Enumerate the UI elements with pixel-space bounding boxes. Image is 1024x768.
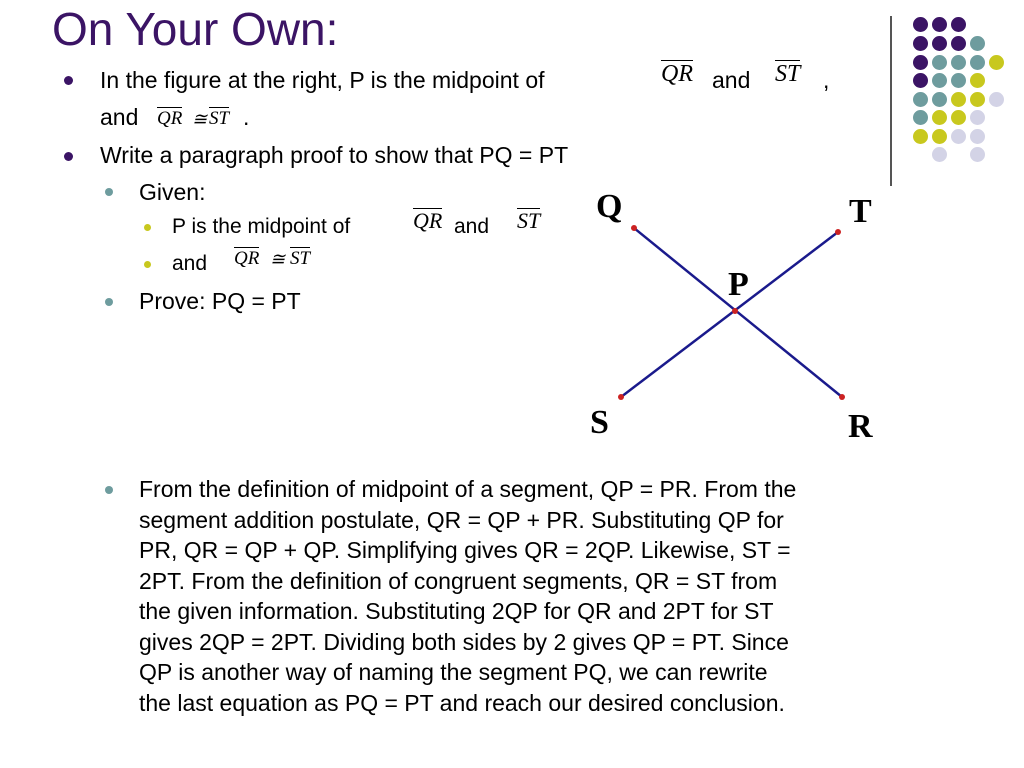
segment-st — [621, 232, 838, 397]
label-t: T — [849, 193, 872, 230]
congruent-symbol: ≅ — [192, 109, 208, 129]
bullet-icon — [105, 486, 113, 494]
segment-st-overline: ST — [775, 61, 801, 87]
bullet1-line2-and: and — [100, 104, 139, 130]
given-item1-seg-st: ST — [517, 208, 541, 233]
point-p — [732, 308, 738, 314]
proof-line: PR, QR = QP + QP. Simplifying gives QR = 2QP. Likewise, ST = — [139, 537, 791, 563]
bullet1-period: . — [243, 104, 250, 130]
given-item2-right: ST — [290, 248, 311, 269]
segment-qr-overline: QR — [661, 61, 693, 87]
bullet1-and: and — [712, 67, 751, 93]
point-q — [631, 225, 637, 231]
label-p: P — [728, 266, 749, 303]
point-r — [839, 394, 845, 400]
bullet1-line1: In the figure at the right, P is the midpoint of — [100, 67, 545, 93]
label-r: R — [848, 408, 873, 445]
label-s: S — [590, 404, 609, 441]
bullet1-comma: , — [823, 67, 830, 93]
bullet2-text: Write a paragraph proof to show that PQ = PT — [100, 142, 569, 168]
proof-line: segment addition postulate, QR = QP + PR. Substituting QP for — [139, 506, 784, 533]
cong-left-segment: QR — [157, 108, 183, 129]
congruent-symbol: ≅ — [270, 249, 286, 269]
given-item1-seg-qr: QR — [413, 208, 443, 233]
proof-line: the given information. Substituting 2QP for QR and 2PT for ST — [139, 598, 774, 624]
point-t — [835, 229, 841, 235]
proof-line: gives 2QP = 2PT. Dividing both sides by 2 gives QP = PT. Since — [139, 628, 789, 655]
slide-title: On Your Own: — [52, 3, 339, 55]
proof-line: the last equation as PQ = PT and reach our desired conclusion. — [139, 689, 785, 716]
given-label: Given: — [139, 179, 206, 205]
proof-line: QP is another way of naming the segment PQ, we can rewrite — [139, 659, 768, 685]
given-item1-and: and — [454, 215, 490, 238]
given-item2-left: QR — [234, 248, 260, 269]
paragraph-proof — [139, 474, 977, 718]
given-item2-and: and — [172, 252, 208, 275]
given-item1-text: P is the midpoint of — [172, 215, 351, 238]
label-q: Q — [596, 188, 623, 225]
proof-line: 2PT. From the definition of congruent segments, QR = ST from — [139, 567, 778, 594]
cong-right-segment: ST — [209, 108, 230, 129]
prove-text: Prove: PQ = PT — [139, 288, 301, 314]
point-s — [618, 394, 624, 400]
proof-line: From the definition of midpoint of a segment, QP = PR. From the — [139, 476, 797, 502]
